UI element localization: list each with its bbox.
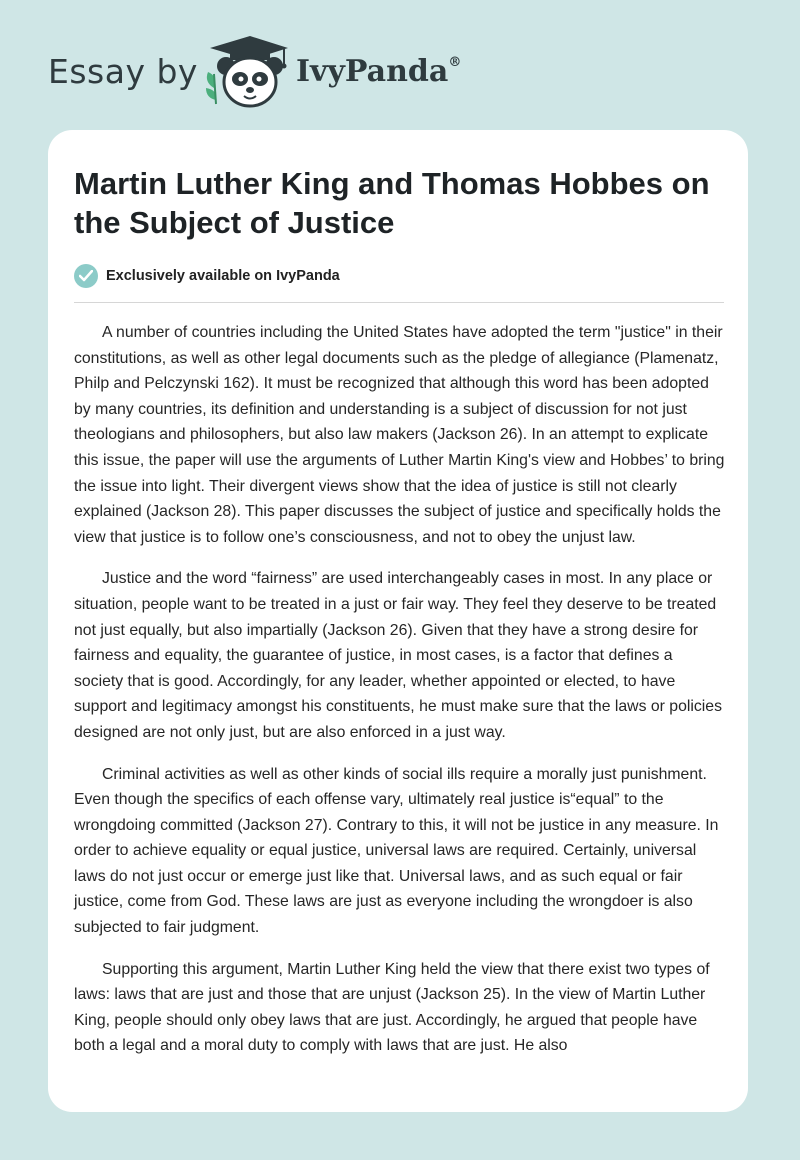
badge-text: Exclusively available on IvyPanda <box>106 268 340 284</box>
page-title: Martin Luther King and Thomas Hobbes on the Subject of Justice <box>74 166 710 240</box>
paragraph: Criminal activities as well as other kinds of social ills require a morally just punishment. Even though the specifics of each offense vary, ultimately real justice is“equal” to the wrongdoing committed (Jackson 27). Contrary to this, it will not be justice in any measure. In order to achieve equality or equal justice, universal laws are required. Certainly, universal laws do not just occur or emerge just like that. Universal laws, and as such equal or fair justice, come from God. These laws are just as everyone including the wrongdoer is also subjected to fair judgment. <box>74 765 719 937</box>
site-header <box>0 0 800 130</box>
brand-name[interactable]: IvyPanda® <box>296 54 462 89</box>
paragraph: Justice and the word “fairness” are used interchangeably cases in most. In any place or situation, people want to be treated in a just or fair way. They feel they deserve to be treated not just equally, but also impartially (Jackson 26). Given that they have a strong desire for fairness and equality, the guarantee of justice, in most cases, is a factor that defines a society that is good. Accordingly, for any leader, whether appointed or elected, to have support and legitimacy amongst his constituents, he must make sure that the laws or policies designed are not only just, but are also enforced in a just way. <box>74 570 722 741</box>
exclusive-badge <box>74 264 734 290</box>
divider <box>74 302 724 303</box>
brand-prefix: Essay by <box>48 52 198 91</box>
panda-graduate-icon[interactable] <box>200 34 290 110</box>
essay-card <box>48 130 748 1112</box>
essay-body <box>74 320 726 1075</box>
check-icon <box>74 264 98 288</box>
paragraph: A number of countries including the United States have adopted the term "justice" in their constitutions, as well as other legal documents such as the pledge of allegiance (Plamenatz, Philp and Pelczynski 162). It must be recognized that although this word has been adopted by many countries, its definition and understanding is a subject of discussion for not just theologians and philosophers, but also law makers (Jackson 26). In an attempt to explicate this issue, the paper will use the arguments of Luther Martin King's view and Hobbes’ to bring the issue into light. Their divergent views show that the idea of justice is still not clearly explained (Jackson 28). This paper discusses the subject of justice and specifically holds the view that justice is to follow one’s consciousness, and not to obey the unjust law. <box>74 324 725 546</box>
paragraph: Supporting this argument, Martin Luther King held the view that there exist two types of laws: laws that are just and those that are unjust (Jackson 25). In the view of Martin Luther King, people should only obey laws that are just. Accordingly, he argued that people have both a legal and a moral duty to comply with laws that are just. He also <box>74 960 710 1055</box>
